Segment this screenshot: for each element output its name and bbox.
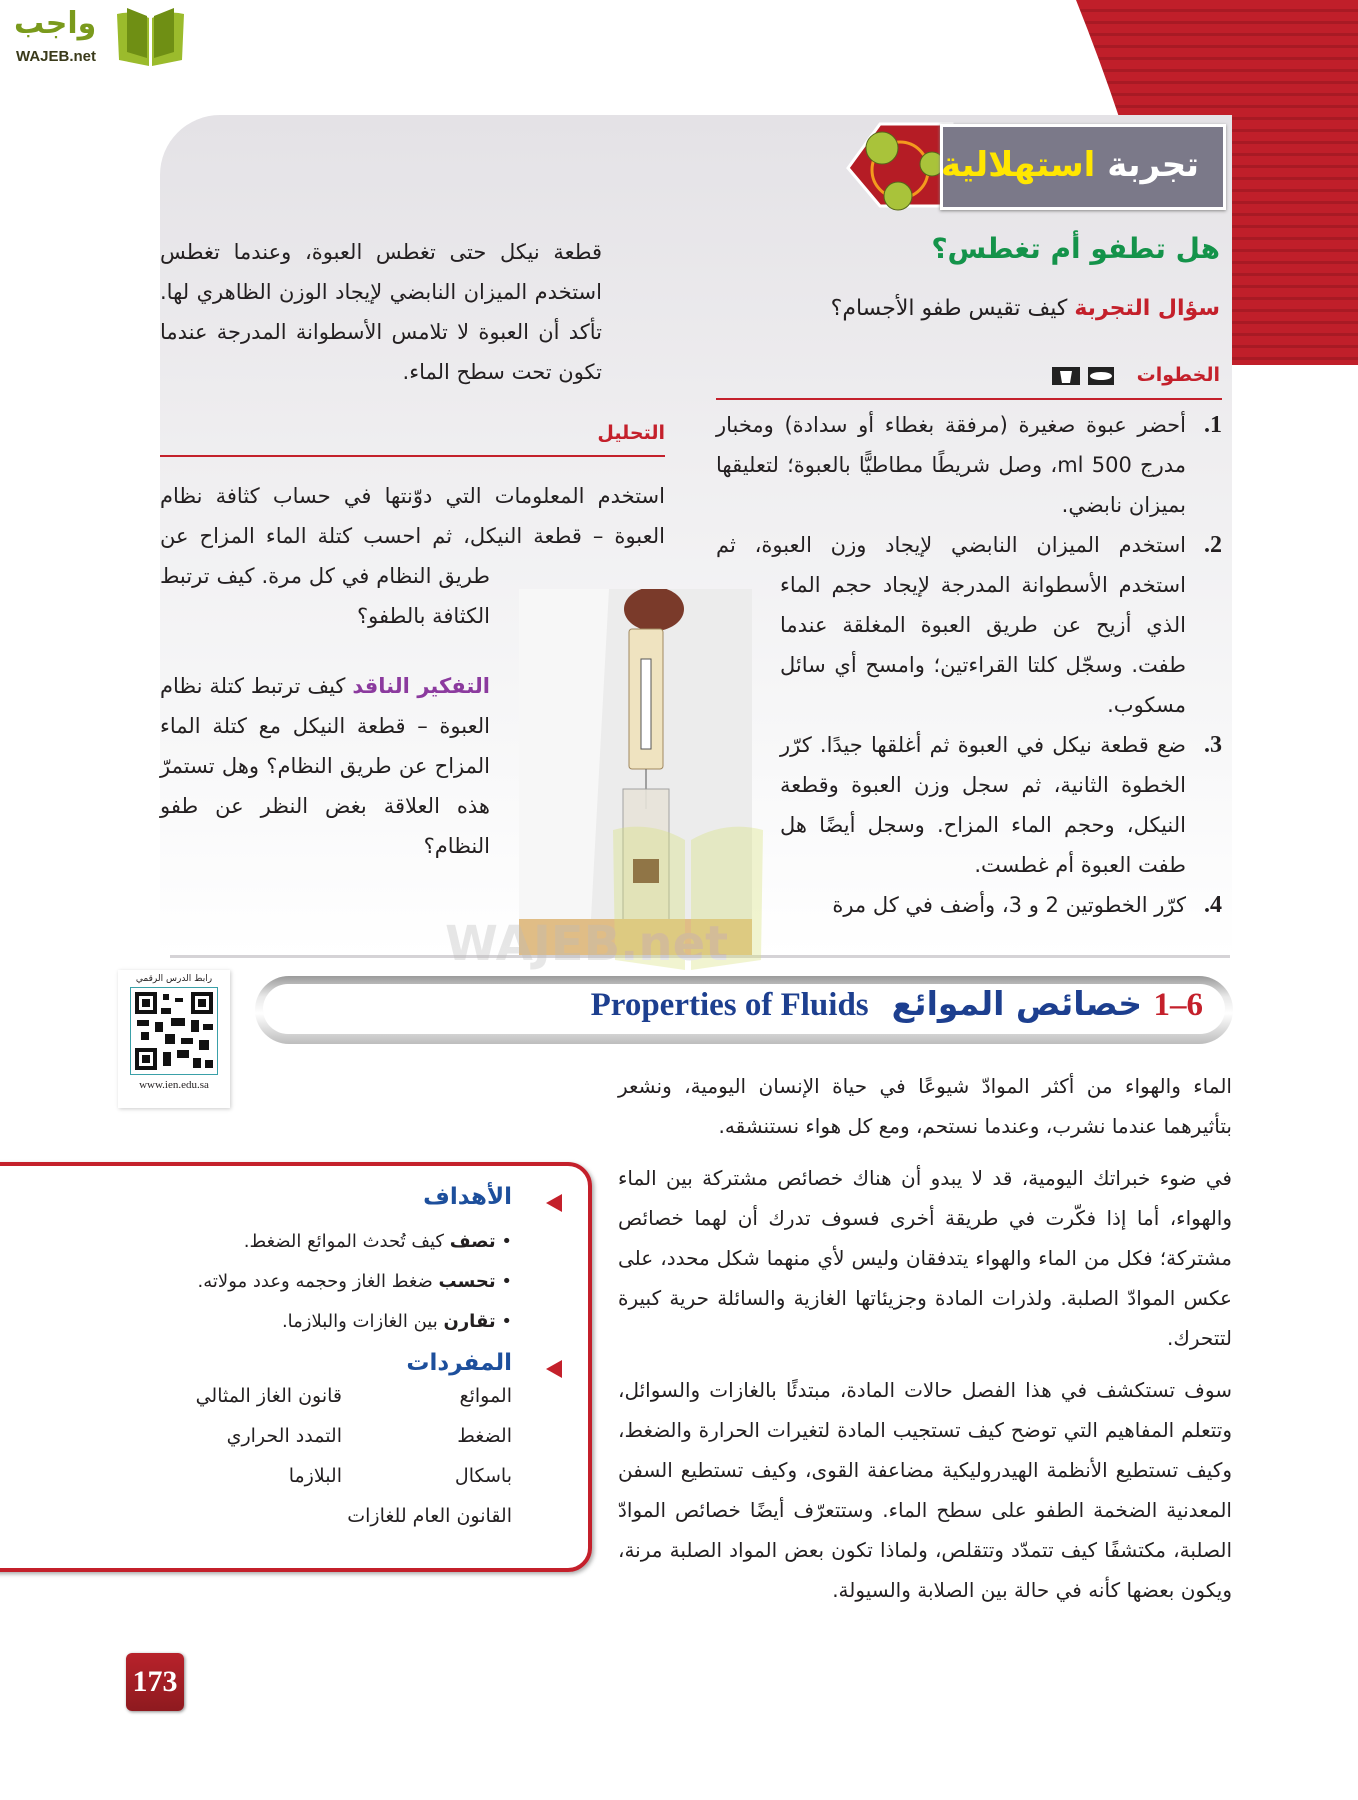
objective-text: بين الغازات والبلازما. [281,1311,438,1332]
triangle-bullet-icon [546,1194,562,1212]
step-number: 3. [1204,732,1222,758]
objective-text: ضغط الغاز وحجمه وعدد مولاته. [197,1271,433,1292]
launch-lab-header [840,118,1230,212]
open-book-icon [113,8,188,68]
wajeb-watermark [435,820,935,970]
lab-coat-icon [1052,367,1080,385]
section-title-english: Properties of Fluids [590,987,869,1023]
section-title-arabic: خصائص الموائع [891,984,1142,1023]
vocabulary-list [172,1376,512,1536]
steps-divider [716,398,1222,400]
lab-question [831,296,1220,321]
analysis-heading: التحليل [597,422,665,444]
vocab-term: البلازما [288,1465,342,1487]
logo-latin-text: WAJEB.net [16,48,97,65]
objective-verb: تقارن [443,1311,496,1332]
step-text: ضع قطعة نيكل في العبوة ثم أغلقها جيدًا. كرّر الخطوة الثانية، ثم سجل وزن العبوة وقطعة النيكل، وحجم الماء المزاح. وسجل أيضًا هل طفت العبوة أم غطست. [780,733,1186,877]
triangle-bullet-icon [546,1360,562,1378]
wajeb-logo[interactable] [8,6,193,72]
lab-title: هل تطفو أم تغطس؟ [931,232,1220,265]
critical-thinking-text: كيف ترتبط كتلة نظام العبوة – قطعة النيكل مع كتلة الماء المزاح عن طريق النظام؟ وهل تستمرّ هذه العلاقة بغض النظر عن طفو النظام؟ [160,674,490,858]
svg-text:WAJEB.net: WAJEB.net [445,916,729,970]
objectives-box [0,1162,592,1572]
vocab-term: باسكال [454,1465,512,1487]
analysis-text: استخدم المعلومات التي دوّنتها في حساب كثافة نظام العبوة – قطعة النيكل، ثم احسب كتلة الماء المزاح عن طريق النظام في كل مرة. كيف ترتبط الكثافة بالطفو؟ [160,484,665,628]
step-item [716,525,1222,725]
step-number: 4. [1204,892,1222,918]
question-label: سؤال التجربة [1074,296,1220,321]
analysis-divider [160,455,665,457]
objectives-list [198,1222,512,1342]
body-paragraph: في ضوء خبراتك اليومية، قد لا يبدو أن هناك خصائص مشتركة بين الماء والهواء، أما إذا فكّرت في طريقة أخرى فسوف تدرك أن لهما خصائص مشتركة؛ فكل من الماء والهواء يتدفقان وليس لأي منهما شكل محدد، على عكس الموادّ الصلبة. ولذرات المادة وجزيئاتها الغازية والسائلة حرية كبيرة لتتحرك. [618,1166,1232,1350]
section-body [618,1066,1232,1622]
step-text: كرّر الخطوتين 2 و 3، وأضف في كل مرة [832,893,1186,917]
step-text: استخدم الميزان النابضي لإيجاد وزن العبوة، ثم استخدم الأسطوانة المدرجة لإيجاد حجم الماء الذي أزيح عن طريق العبوة المغلقة عندما طفت. وسجّل كلتا القراءتين؛ وامسح أي سائل مسكوب. [716,533,1186,717]
objective-text: كيف تُحدث الموائع الضغط. [243,1231,444,1252]
vocab-term: التمدد الحراري [226,1425,342,1447]
vocabulary-heading: المفردات [406,1350,512,1376]
header-word-1: تجربة [1107,145,1199,185]
qr-url[interactable]: www.ien.edu.sa [139,1079,209,1091]
vocab-term: القانون العام للغازات [347,1505,512,1527]
objective-verb: تحسب [438,1271,496,1292]
step-number: 2. [1204,532,1222,558]
objective-item [198,1222,512,1262]
vocab-term: الضغط [457,1425,512,1447]
header-box [940,124,1226,210]
objective-item [198,1262,512,1302]
step-number: 1. [1204,412,1222,438]
logo-arabic-text: واجب [14,6,97,41]
body-paragraph: الماء والهواء من أكثر الموادّ شيوعًا في حياة الإنسان اليومية، ونشعر بتأثيرهما عندما نشرب، وعندما نستحم، ومع كل هواء نستنشقه. [618,1074,1232,1138]
qr-code-icon[interactable] [130,987,218,1075]
section-number: 6–1 [1153,987,1203,1023]
qr-caption: رابط الدرس الرقمي [135,974,213,984]
step-item [716,405,1222,525]
step4-continued: قطعة نيكل حتى تغطس العبوة، وعندما تغطس استخدم الميزان النابضي لإيجاد الوزن الظاهري لها. تأكد أن العبوة لا تلامس الأسطوانة المدرجة عندما تكون تحت سطح الماء. [160,240,602,384]
question-text: كيف تقيس طفو الأجسام؟ [830,296,1068,321]
step-text: أحضر عبوة صغيرة (مرفقة بغطاء أو سدادة) ومخبار مدرج 500 ml، وصل شريطًا مطاطيًّا بالعبوة؛ لتعليقها بميزان نابضي. [716,413,1186,517]
objectives-heading: الأهداف [423,1184,512,1210]
goggles-icon [1088,367,1114,385]
objective-verb: تصف [449,1231,496,1252]
steps-heading: الخطوات [1136,364,1220,386]
objective-item [198,1302,512,1342]
digital-lesson-qr[interactable] [118,970,230,1108]
vocab-term: قانون الغاز المثالي [195,1385,342,1407]
header-word-2: استهلالية [940,145,1096,185]
safety-icons [1052,367,1114,385]
vocab-term: الموائع [459,1385,512,1407]
critical-thinking-label: التفكير الناقد [352,674,490,698]
section-title-banner [255,976,1233,1044]
body-paragraph: سوف تستكشف في هذا الفصل حالات المادة، مبتدئًا بالغازات والسوائل، وتتعلم المفاهيم التي توضح كيف تستجيب المادة لتغيرات الحرارة والضغط، وكيف تستطيع الأنظمة الهيدروليكية مضاعفة القوى، وكيف تستطيع السفن المعدنية الضخمة الطفو على سطح الماء. وستتعرّف أيضًا خصائص الموادّ الصلبة، مكتشفًا كيف تتمدّد وتتقلص، ولماذا تكون بعض المواد الصلبة مرنة، ويكون بعضها كأنه في حالة بين الصلابة والسيولة. [618,1378,1232,1602]
page-number: 173 [126,1653,184,1711]
